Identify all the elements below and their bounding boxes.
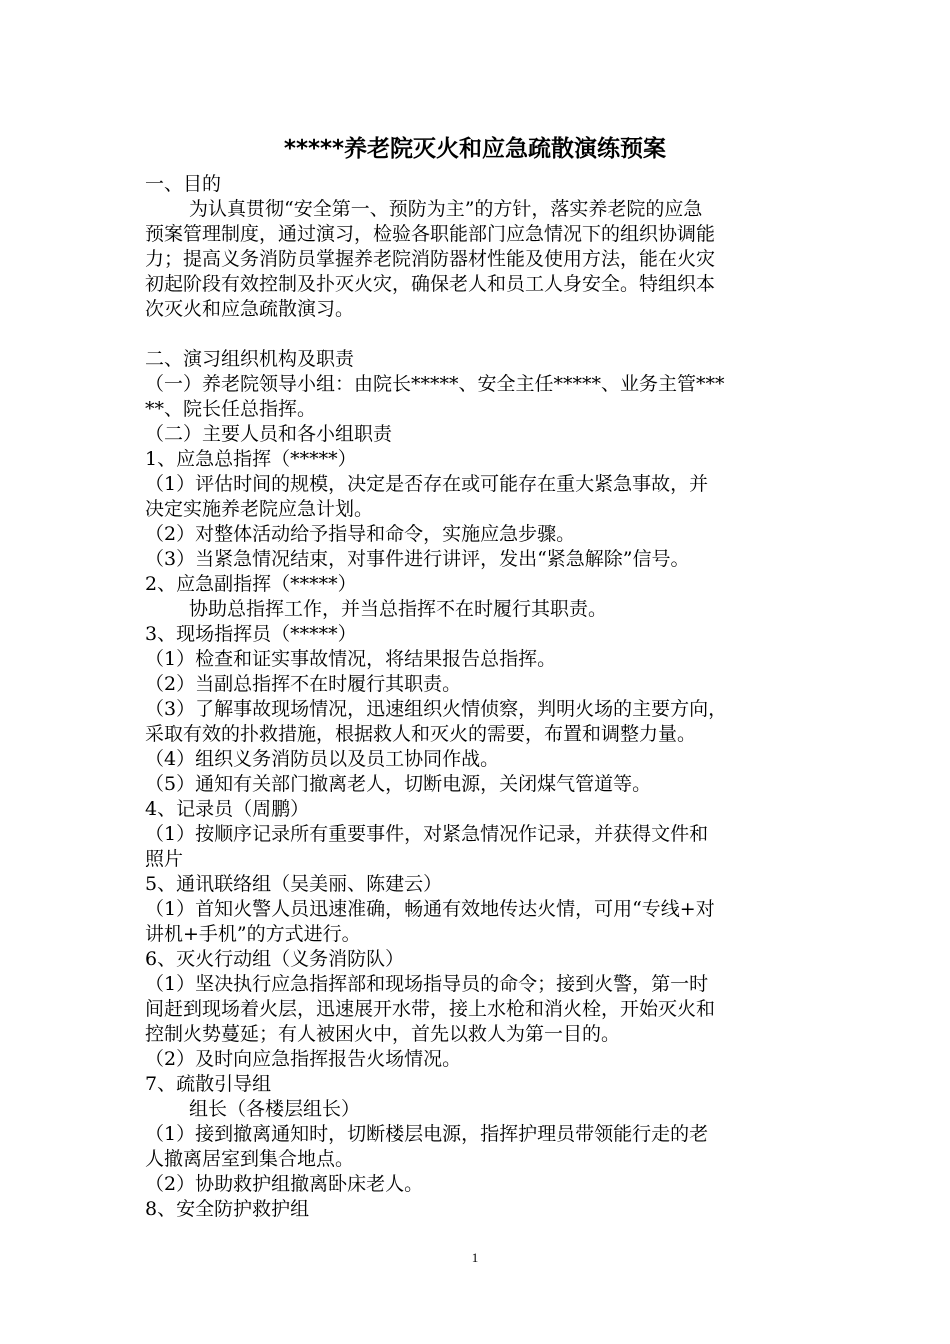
role-heading: 4、记录员（周鹏） xyxy=(145,798,310,820)
paragraph-line: （2）及时向应急指挥报告火场情况。 xyxy=(145,1048,462,1070)
paragraph-line: （2）协助救护组撤离卧床老人。 xyxy=(145,1173,424,1195)
role-heading: 7、疏散引导组 xyxy=(145,1073,272,1095)
role-heading: 2、应急副指挥（*****） xyxy=(145,573,357,595)
subsection-heading: （二）主要人员和各小组职责 xyxy=(145,423,393,445)
paragraph-line: **、院长任总指挥。 xyxy=(145,398,317,420)
paragraph-line: （2）当副总指挥不在时履行其职责。 xyxy=(145,673,462,695)
paragraph-line: 次灭火和应急疏散演习。 xyxy=(145,298,355,320)
paragraph-line: 人撤离居室到集合地点。 xyxy=(145,1148,355,1170)
section-heading: 二、演习组织机构及职责 xyxy=(145,348,355,370)
paragraph-line: （1）检查和证实事故情况，将结果报告总指挥。 xyxy=(145,648,557,670)
paragraph-line: （2）对整体活动给予指导和命令，实施应急步骤。 xyxy=(145,523,576,545)
paragraph-line: 预案管理制度，通过演习，检验各职能部门应急情况下的组织协调能 xyxy=(145,223,716,245)
paragraph-line: 初起阶段有效控制及扑灭火灾，确保老人和员工人身安全。特组织本 xyxy=(145,273,716,295)
paragraph-line: 力；提高义务消防员掌握养老院消防器材性能及使用方法，能在火灾 xyxy=(145,248,716,270)
role-heading: 8、安全防护救护组 xyxy=(145,1198,310,1220)
paragraph-line: 控制火势蔓延；有人被困火中，首先以救人为第一目的。 xyxy=(145,1023,621,1045)
paragraph-line: 为认真贯彻“安全第一、预防为主”的方针，落实养老院的应急 xyxy=(189,198,703,220)
paragraph-line: （3）了解事故现场情况，迅速组织火情侦察，判明火场的主要方向， xyxy=(145,698,728,720)
paragraph-line: （1）坚决执行应急指挥部和现场指导员的命令；接到火警，第一时 xyxy=(145,973,709,995)
document-title: *****养老院灭火和应急疏散演练预案 xyxy=(283,136,667,162)
paragraph-line: 决定实施养老院应急计划。 xyxy=(145,498,374,520)
paragraph-line: （4）组织义务消防员以及员工协同作战。 xyxy=(145,748,500,770)
paragraph-line: （1）按顺序记录所有重要事件，对紧急情况作记录，并获得文件和 xyxy=(145,823,709,845)
paragraph-line: （1）接到撤离通知时，切断楼层电源，指挥护理员带领能行走的老 xyxy=(145,1123,709,1145)
paragraph-line: （1）首知火警人员迅速准确，畅通有效地传达火情，可用“专线+对 xyxy=(145,898,715,920)
role-heading: 6、灭火行动组（义务消防队） xyxy=(145,948,405,970)
paragraph-line: 协助总指挥工作，并当总指挥不在时履行其职责。 xyxy=(189,598,608,620)
role-heading: 3、现场指挥员（*****） xyxy=(145,623,357,645)
paragraph-line: 照片 xyxy=(145,848,184,870)
role-heading: 1、应急总指挥（*****） xyxy=(145,448,357,470)
paragraph-line: （1）评估时间的规模，决定是否存在或可能存在重大紧急事故，并 xyxy=(145,473,709,495)
paragraph-line: 采取有效的扑救措施，根据救人和灭火的需要，布置和调整力量。 xyxy=(145,723,697,745)
paragraph-line: 讲机+手机”的方式进行。 xyxy=(145,923,361,945)
section-heading: 一、目的 xyxy=(145,173,222,195)
page-number: 1 xyxy=(471,1250,479,1265)
blank-line xyxy=(145,322,810,347)
role-heading: 5、通讯联络组（吴美丽、陈建云） xyxy=(145,873,443,895)
paragraph-line: （一）养老院领导小组：由院长*****、安全主任*****、业务主管*** xyxy=(145,373,725,395)
paragraph-line: 组长（各楼层组长） xyxy=(189,1098,361,1120)
document-body xyxy=(145,172,810,1222)
paragraph-line: 间赶到现场着火层，迅速展开水带，接上水枪和消火栓，开始灭火和 xyxy=(145,998,716,1020)
paragraph-line: （5）通知有关部门撤离老人，切断电源，关闭煤气管道等。 xyxy=(145,773,652,795)
paragraph-line: （3）当紧急情况结束，对事件进行讲评，发出“紧急解除”信号。 xyxy=(145,548,690,570)
